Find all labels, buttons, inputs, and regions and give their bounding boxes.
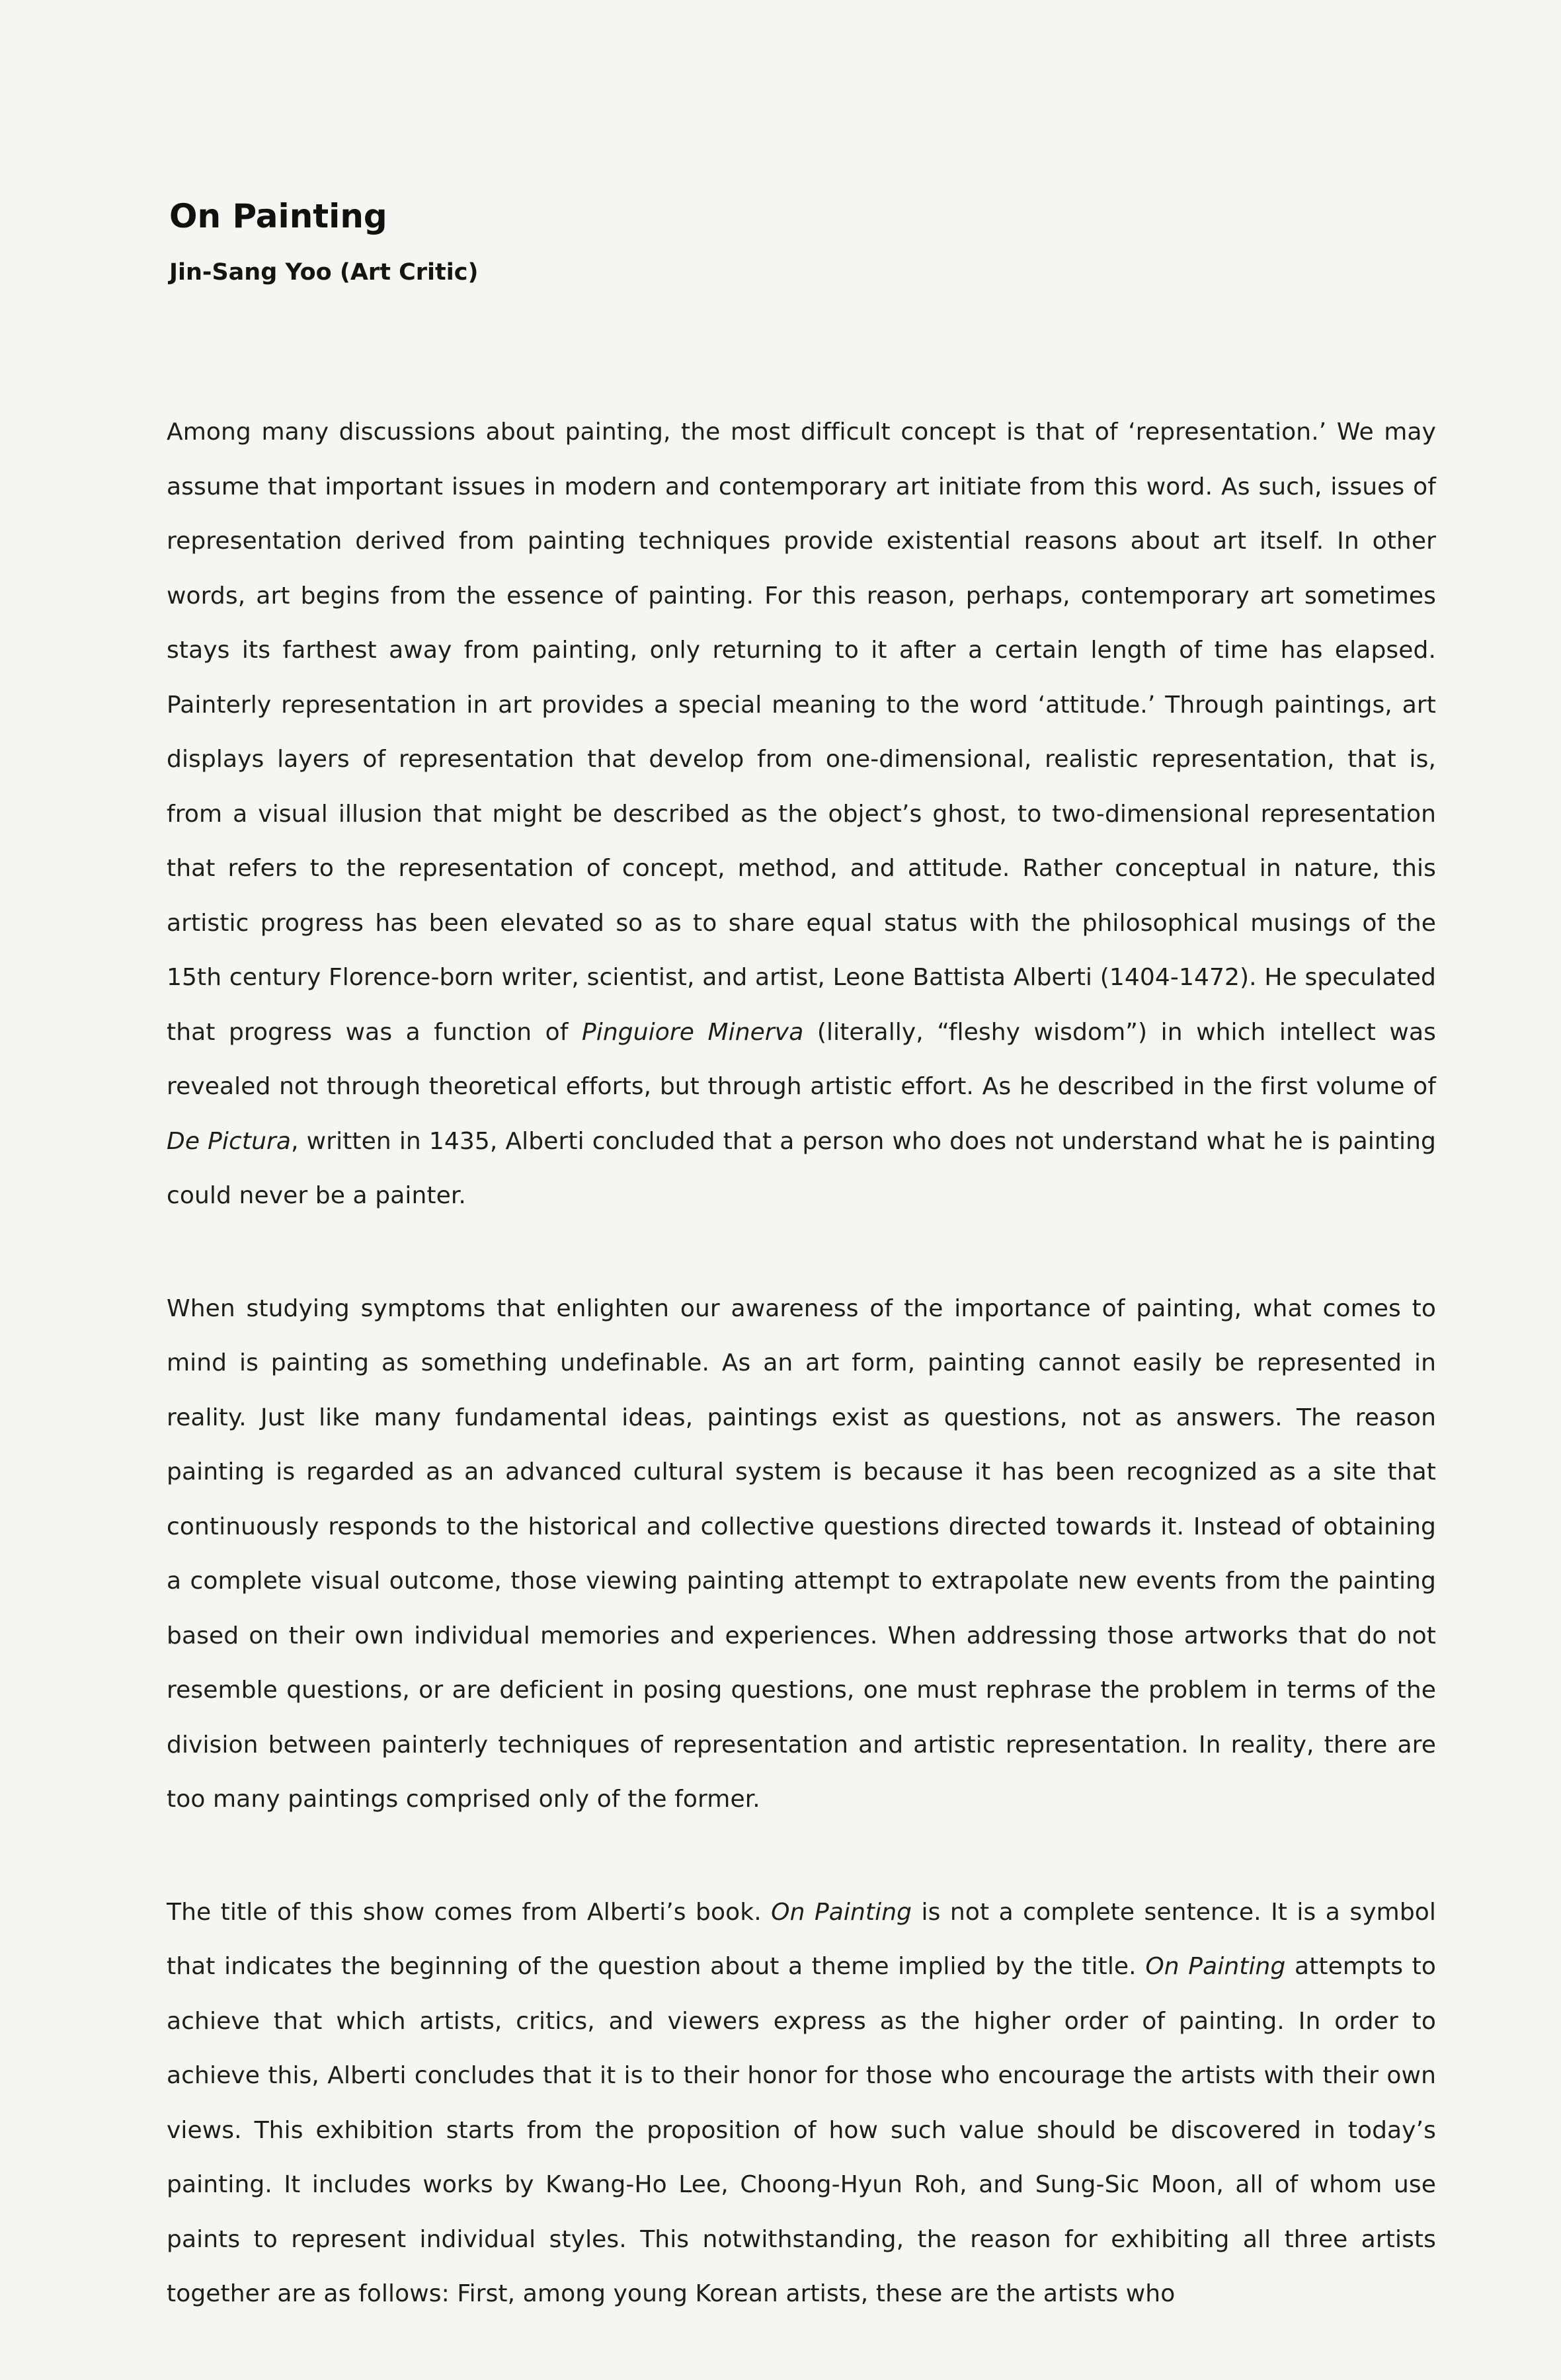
paragraph-1: [167, 405, 1436, 1224]
paragraph-3-italic-on-painting-2: On Painting: [1145, 1953, 1286, 1980]
paragraph-2-text: When studying symptoms that enlighten our awareness of the importance of painting, what comes to mind is painting as something undefinable. As an art form, painting cannot easily be represented in reality. Just like many fundamental ideas, paintings exist as questions, not as answers. The reason painting is regarded as an advanced cultural system is because it has been recognized as a site that continuously responds to the historical and collective questions directed towards it. Instead of obtaining a complete visual outcome, those viewing painting attempt to extrapolate new events from the painting based on their own individual memories and experiences. When addressing those artworks that do not resemble questions, or are deficient in posing questions, one must rephrase the problem in terms of the division between painterly techniques of representation and artistic representation. In reality, there are too many paintings comprised only of the former.: [167, 1294, 1436, 1813]
paragraph-1-text-b: (literally, “fleshy wisdom”) in which intellect was revealed not through theoretical efforts, but through artistic effort. As he described in the first volume of: [167, 1018, 1436, 1100]
paragraph-3-text-c: attempts to achieve that which artists, critics, and viewers express as the higher order of painting. In order to achieve this, Alberti concludes that it is to their honor for those who encourage the artists with their own views. This exhibition starts from the proposition of how such value should be discovered in today’s painting. It includes works by Kwang-Ho Lee, Choong-Hyun Roh, and Sung-Sic Moon, all of whom use paints to represent individual styles. This notwithstanding, the reason for exhibiting all three artists together are as follows: First, among young Korean artists, these are the artists who: [167, 1953, 1436, 2307]
paragraph-3: [167, 1885, 1436, 2322]
paragraph-1-text-a: Among many discussions about painting, the most difficult concept is that of ‘representation.’ We may assume that important issues in modern and contemporary art initiate from this word. As such, issues of representation derived from painting techniques provide existential reasons about art itself. In other words, art begins from the essence of painting. For this reason, perhaps, contemporary art sometimes stays its farthest away from painting, only returning to it after a certain length of time has elapsed. Painterly representation in art provides a special meaning to the word ‘attitude.’ Through paintings, art displays layers of representation that develop from one-dimensional, realistic representation, that is, from a visual illusion that might be described as the object’s ghost, to two-dimensional representation that refers to the representation of concept, method, and attitude. Rather conceptual in nature, this artistic progress has been elevated so as to share equal status with the philosophical musings of the 15th century Florence-born writer, scientist, and artist, Leone Battista Alberti (1404-1472). He speculated that progress was a function of: [167, 418, 1436, 1046]
article-title: On Painting: [169, 197, 387, 235]
paragraph-1-italic-pinguiore-minerva: Pinguiore Minerva: [581, 1018, 804, 1046]
paragraph-2: [167, 1282, 1436, 1827]
paragraph-3-text-a: The title of this show comes from Alberti’s book.: [167, 1898, 772, 1926]
article-header: [169, 193, 1425, 292]
article-author: Jin-Sang Yoo (Art Critic): [169, 259, 479, 286]
paragraph-3-italic-on-painting-1: On Painting: [771, 1898, 912, 1926]
article-body: [167, 405, 1436, 2380]
paragraph-3-text-b: is not a complete sentence. It is a symbol that indicates the beginning of the question about a theme implied by the title.: [167, 1898, 1436, 1980]
paragraph-1-italic-de-pictura: De Pictura: [167, 1127, 292, 1155]
paragraph-1-text-c: , written in 1435, Alberti concluded that a person who does not understand what he is painting could never be a painter.: [167, 1127, 1436, 1209]
